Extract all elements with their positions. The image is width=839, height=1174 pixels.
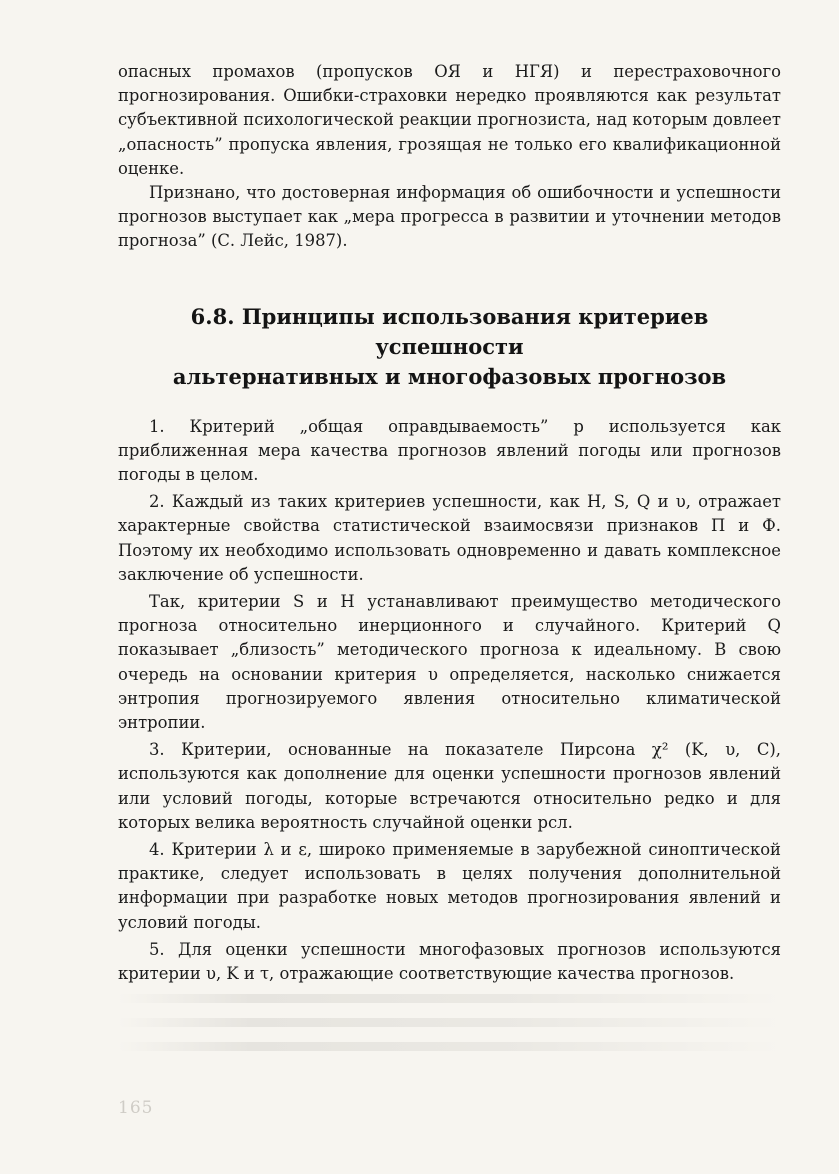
bleed-through-line	[118, 1018, 781, 1027]
list-item-2-explanation: Так, критерии S и H устанавливают преимущество методического прогноза относительно инерционного и случайного. Критерий Q показывает „близость” методического прогноза к идеальному. В свою очередь на основании критерия υ определяется, насколько снижается энтропия прогнозируемого явления относительно климатической энтропии.	[118, 592, 781, 733]
list-item-4: 4. Критерии λ и ε, широко применяемые в зарубежной синоптической практике, следует использовать в целях получения дополнительной информации при разработке новых методов прогнозирования явлений и условий погоды.	[118, 840, 781, 932]
list-item-2: 2. Каждый из таких критериев успешности, как H, S, Q и υ, отражает характерные свойства статистической взаимосвязи признаков П и Ф. Поэтому их необходимо использовать одновременно и давать комплексное заключение об успешности.	[118, 492, 781, 584]
bleed-through-line	[118, 994, 781, 1003]
section-heading-line-1: 6.8. Принципы использования критериев успешности	[190, 303, 709, 359]
list-item-3: 3. Критерии, основанные на показателе Пирсона χ² (K, υ, C), используются как дополнение для оценки успешности прогнозов явлений или условий погоды, которые встречаются относительно редко и для которых велика вероятность случайной оценки pсл.	[118, 740, 781, 832]
paragraph-continued: опасных промахов (пропусков ОЯ и НГЯ) и перестраховочного прогнозирования. Ошибки-страховки нередко проявляются как результат субъективной психологической реакции прогнозиста, над которым довлеет „опасность” пропуска явления, грозящая не только его квалификационной оценке.	[118, 62, 781, 178]
page-number: 165	[118, 1098, 154, 1118]
paragraph-recognized: Признано, что достоверная информация об ошибочности и успешности прогнозов выступает как „мера прогресса в развитии и уточнении методов прогноза” (С. Лейс, 1987).	[118, 183, 781, 251]
bleed-through-line	[118, 1042, 781, 1051]
section-heading-line-2: альтернативных и многофазовых прогнозов	[172, 363, 727, 389]
list-item-1: 1. Критерий „общая оправдываемость” p используется как приближенная мера качества прогнозов явлений погоды или прогнозов погоды в целом.	[118, 416, 781, 485]
list-item-5: 5. Для оценки успешности многофазовых прогнозов используются критерии υ, K и τ, отражающие соответствующие качества прогнозов.	[118, 939, 781, 984]
section-heading	[118, 302, 781, 392]
